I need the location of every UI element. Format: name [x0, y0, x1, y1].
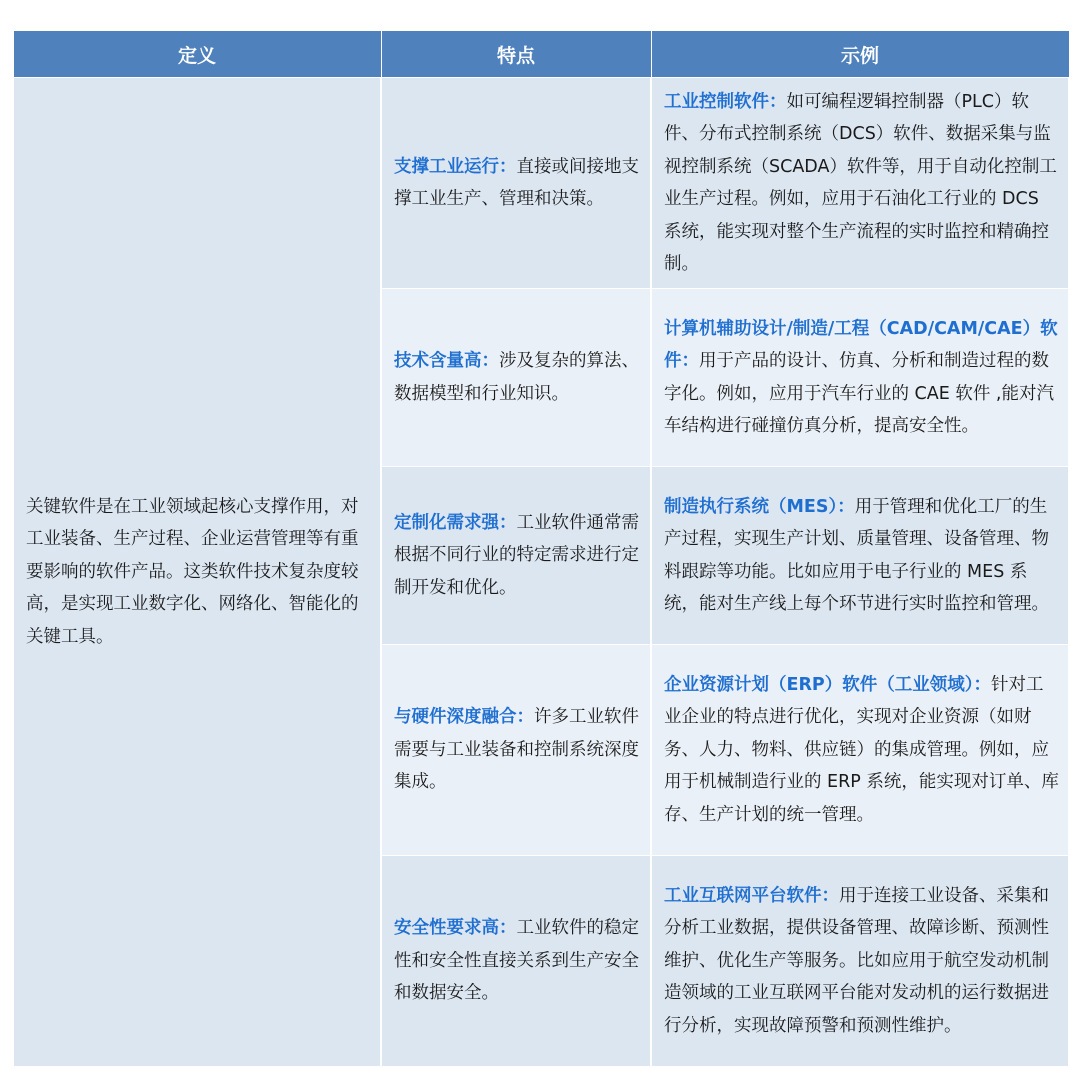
example-text: 用于产品的设计、仿真、分析和制造过程的数字化。例如，应用于汽车行业的 CAE 软件 ,能对汽车结构进行碰撞仿真分析，提高安全性。: [664, 351, 1054, 436]
software-table-container: [12, 30, 1068, 1067]
feature-text: 工业软件的稳定性和安全性直接关系到生产安全和数据安全。: [394, 918, 639, 1004]
example-cell: [651, 645, 1069, 856]
example-title: 企业资源计划（ERP）软件（工业领域）：: [664, 674, 992, 695]
feature-text: 涉及复杂的算法、数据模型和行业知识。: [394, 351, 639, 404]
definition-cell: 关键软件是在工业领域起核心支撑作用，对工业装备、生产过程、企业运营管理等有重要影响的软件产品。这类软件技术复杂度较高，是实现工业数字化、网络化、智能化的关键工具。: [13, 78, 381, 1067]
header-features: 特点: [381, 31, 651, 78]
feature-cell: [381, 645, 651, 856]
feature-text: 直接或间接地支撑工业生产、管理和决策。: [394, 156, 639, 209]
feature-cell: [381, 78, 651, 289]
example-cell: [651, 467, 1069, 645]
feature-cell: [381, 856, 651, 1067]
feature-title: 支撑工业运行：: [394, 156, 517, 177]
example-text: 用于管理和优化工厂的生产过程，实现生产计划、质量管理、设备管理、物料跟踪等功能。比如应用于电子行业的 MES 系统，能对生产线上每个环节进行实时监控和管理。: [664, 496, 1049, 614]
header-definition: 定义: [13, 31, 381, 78]
feature-cell: [381, 467, 651, 645]
feature-title: 安全性要求高：: [394, 918, 517, 939]
example-cell: [651, 289, 1069, 467]
feature-text: 工业软件通常需根据不同行业的特定需求进行定制开发和优化。: [394, 512, 639, 598]
feature-title: 与硬件深度融合：: [394, 707, 534, 728]
example-title: 工业控制软件：: [664, 91, 787, 112]
feature-title: 定制化需求强：: [394, 512, 517, 533]
example-text: 如可编程逻辑控制器（PLC）软件、分布式控制系统（DCS）软件、数据采集与监视控制系统（SCADA）软件等，用于自动化控制工业生产过程。例如，应用于石油化工行业的 DCS 系统，能实现对整个生产流程的实时监控和精确控制。: [664, 91, 1057, 274]
example-title: 制造执行系统（MES）：: [664, 496, 855, 517]
example-cell: [651, 78, 1069, 289]
key-software-table: [12, 30, 1070, 1067]
example-title: 工业互联网平台软件：: [664, 885, 839, 906]
example-text: 针对工业企业的特点进行优化，实现对企业资源（如财务、人力、物料、供应链）的集成管理。例如，应用于机械制造行业的 ERP 系统，能实现对订单、库存、生产计划的统一管理。: [664, 674, 1059, 825]
example-cell: [651, 856, 1069, 1067]
feature-cell: [381, 289, 651, 467]
header-examples: 示例: [651, 31, 1069, 78]
example-text: 用于连接工业设备、采集和分析工业数据，提供设备管理、故障诊断、预测性维护、优化生产等服务。比如应用于航空发动机制造领域的工业互联网平台能对发动机的运行数据进行分析，实现故障预警和预测性维护。: [664, 885, 1049, 1036]
feature-text: 许多工业软件需要与工业装备和控制系统深度集成。: [394, 707, 639, 793]
feature-title: 技术含量高：: [394, 351, 499, 371]
table-row: [13, 78, 1069, 289]
table-header-row: [13, 31, 1069, 78]
example-title: 计算机辅助设计/制造/工程（CAD/CAM/CAE）软件：: [664, 318, 1058, 371]
